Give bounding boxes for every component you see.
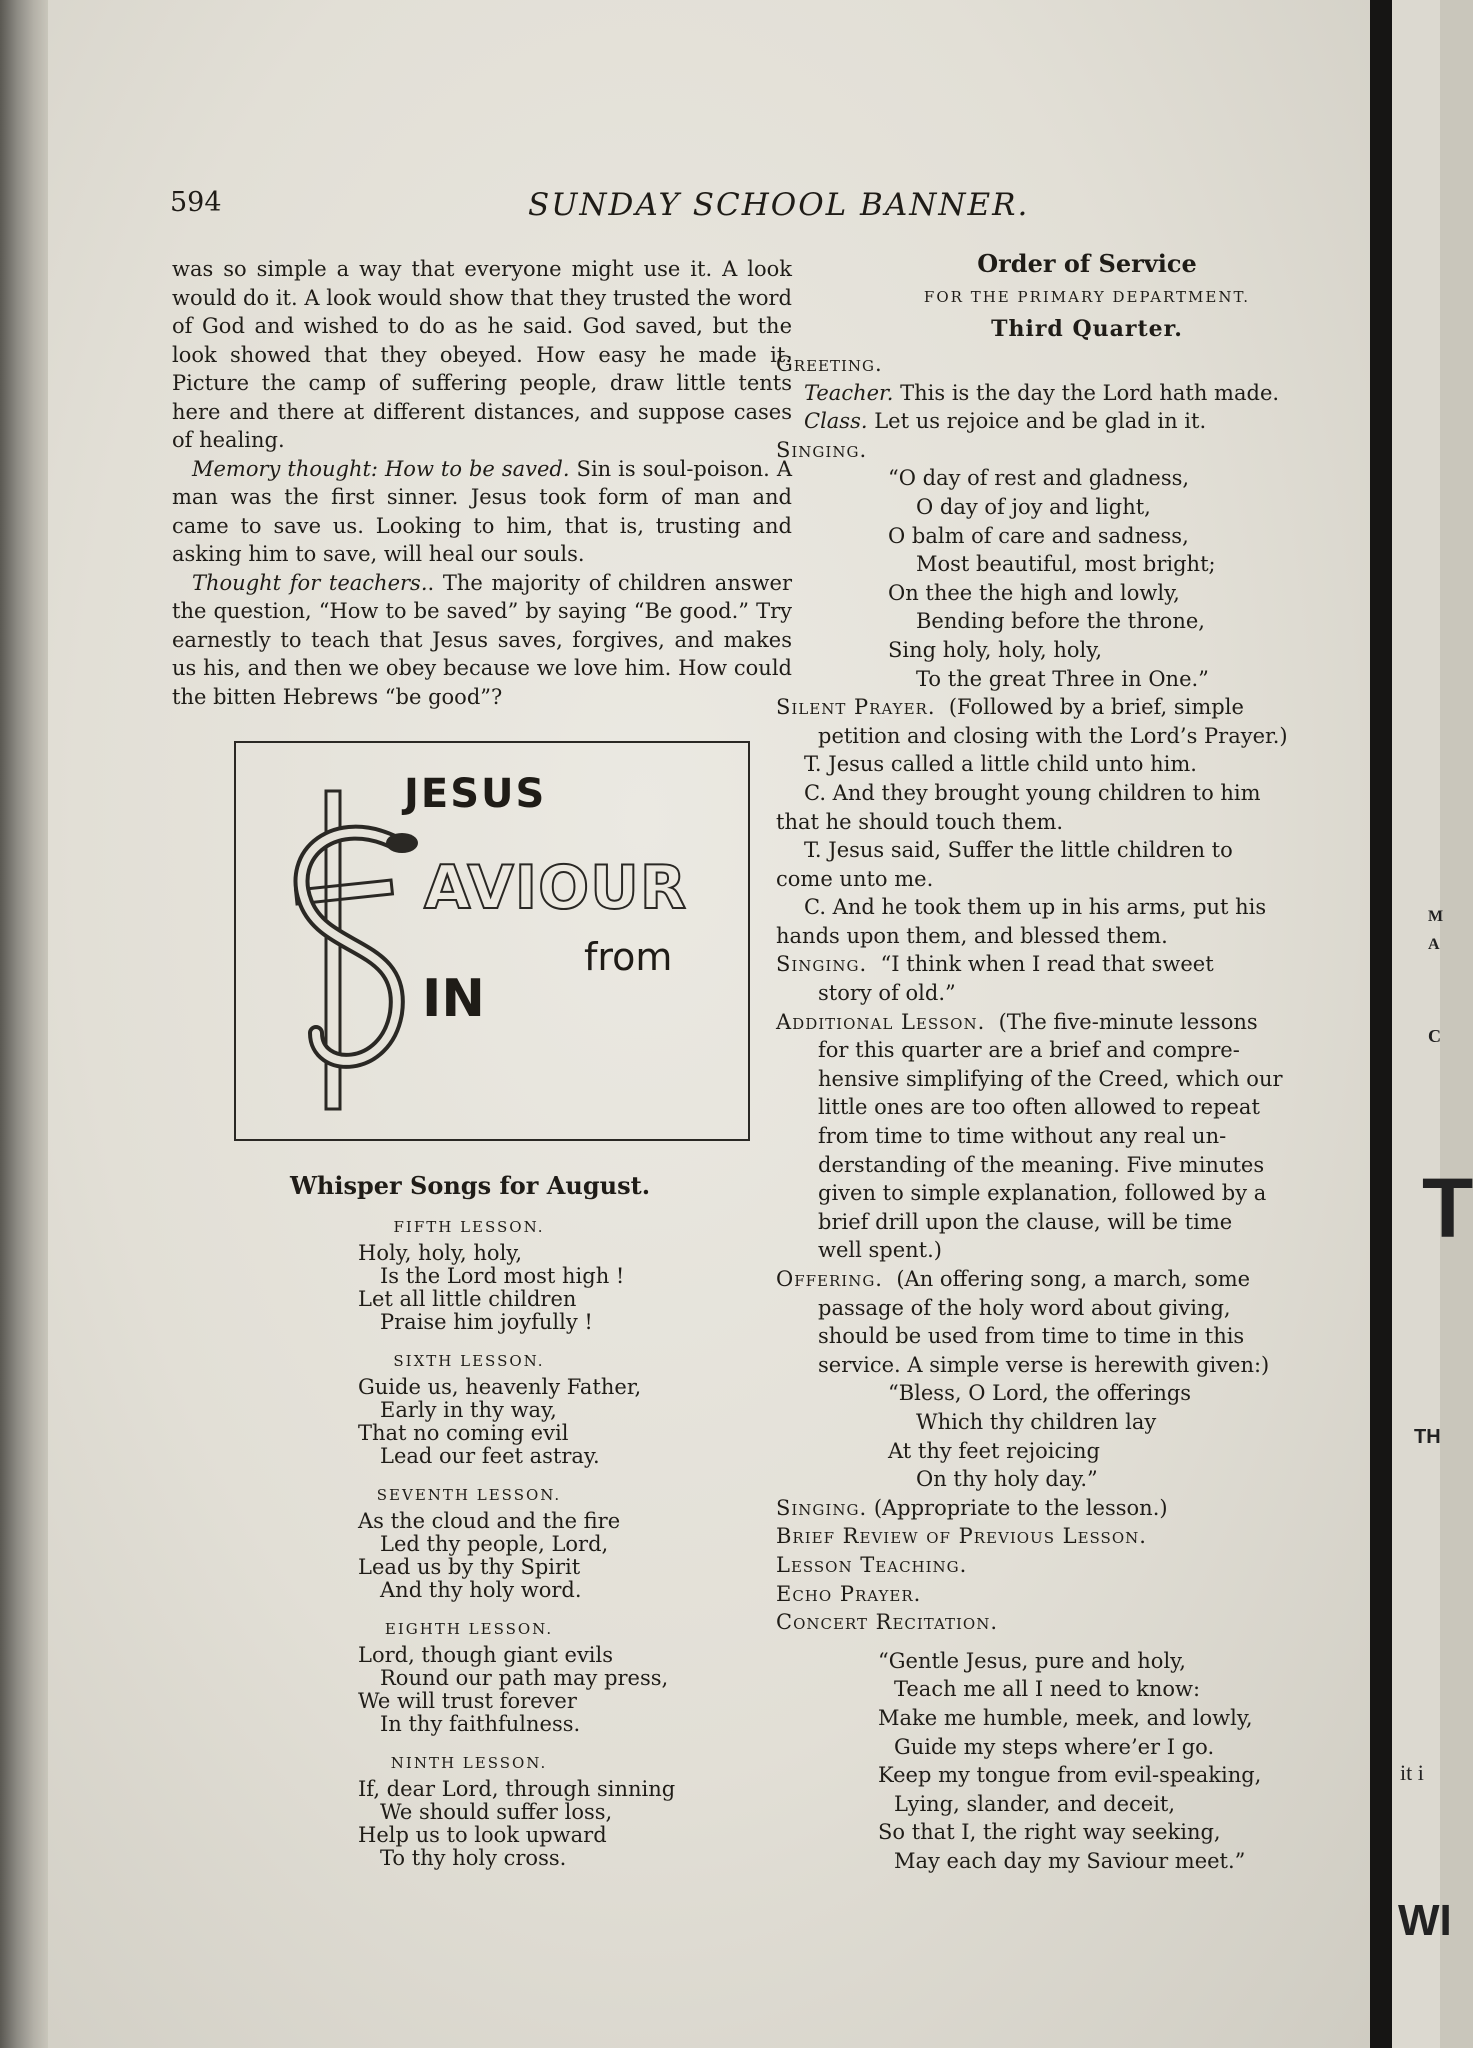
hymn-day-of-rest (776, 464, 1398, 693)
offering-text: (An offering song, a march, some (896, 1267, 1251, 1291)
lesson-heading: EIGHTH LESSON. (384, 1620, 554, 1638)
quarter-heading: Third Quarter. (991, 316, 1183, 342)
singing-3-line (776, 1494, 1398, 1523)
class-line (776, 407, 1398, 436)
response-line: come unto me. (776, 866, 934, 891)
offering-text: should be used from time to time in this (818, 1324, 1245, 1349)
singing-3-label: Singing. (776, 1495, 868, 1520)
offering-section (776, 1265, 1398, 1379)
hymn-line: On thee the high and lowly, (888, 580, 1180, 605)
additional-lesson-text: brief drill upon the clause, will be time (818, 1209, 1233, 1234)
left-column (172, 255, 792, 1870)
response-line: C. And they brought young children to him (804, 780, 1261, 805)
hymn-line: Sing holy, holy, holy, (888, 637, 1102, 662)
paragraph-memory-thought (172, 455, 792, 569)
hymn-line: O balm of care and sadness, (888, 523, 1189, 548)
verse-line: Lead our feet astray. (380, 1444, 600, 1468)
response-line: that he should touch them. (776, 809, 1064, 834)
verse-line: Early in thy way, (380, 1398, 557, 1422)
responsive-reading (776, 750, 1398, 950)
next-page-fragment: T (1422, 1161, 1473, 1255)
hymn-line: Lying, slander, and deceit, (894, 1791, 1176, 1816)
next-page-fragment: C (1428, 1026, 1441, 1046)
additional-lesson-line (776, 1008, 1398, 1037)
hymn-line: Bending before the throne, (916, 609, 1205, 634)
lesson-heading: SEVENTH LESSON. (376, 1486, 562, 1504)
additional-lesson-text: little ones are too often allowed to repeat (818, 1095, 1260, 1120)
offering-line (776, 1265, 1398, 1294)
verse-line: Guide us, heavenly Father, (358, 1375, 642, 1399)
verse-line: Lord, though giant evils (358, 1643, 614, 1667)
singing-2-text-1: “I think when I read that sweet (880, 952, 1214, 977)
additional-lesson-text: well spent.) (818, 1238, 942, 1263)
verse-line: If, dear Lord, through sinning (358, 1777, 676, 1801)
class-text: Let us rejoice and be glad in it. (867, 409, 1207, 434)
right-column (776, 249, 1398, 1875)
whisper-songs (172, 1218, 792, 1870)
lesson-teaching-label: Lesson Teaching. (776, 1552, 968, 1577)
offering-verse (776, 1379, 1398, 1493)
order-of-service-title: Order of Service (977, 249, 1197, 278)
hymn-line: Teach me all I need to know: (894, 1677, 1201, 1702)
verse-line: Round our path may press, (380, 1666, 669, 1690)
next-page-edge (1392, 0, 1473, 2048)
paragraph-simple-way: was so simple a way that everyone might use it. A look would do it. A look would show that they trusted the word of God and wished to do as he said. God saved, but the look showed that they obeyed. How easy he made it. Picture the camp of suffering people, draw little tents here and there at different distances, and suppose cases of healing. (172, 257, 792, 452)
verse-line: As the cloud and the fire (358, 1509, 621, 1533)
response-line: C. And he took them up in his arms, put his (804, 895, 1267, 920)
singing-2-text-2: story of old.” (818, 981, 956, 1006)
page-gutter (1370, 0, 1392, 2048)
offering-verse-line: “Bless, O Lord, the offerings (888, 1381, 1192, 1406)
lesson-heading: NINTH LESSON. (390, 1754, 548, 1772)
memory-thought-label: Memory thought: How to be saved. (192, 456, 570, 481)
hymn-line: So that I, the right way seeking, (878, 1820, 1221, 1845)
banner-aviour-text: AVIOUR (424, 853, 688, 923)
concert-recitation-label: Concert Recitation. (776, 1610, 999, 1635)
additional-lesson-text: from time to time without any real un- (818, 1124, 1227, 1149)
additional-lesson-text: (The five-minute lessons (998, 1009, 1258, 1034)
verse-line: Led thy people, Lord, (380, 1532, 609, 1556)
additional-lesson-label: Additional Lesson. (776, 1009, 986, 1034)
echo-prayer-label: Echo Prayer. (776, 1581, 922, 1606)
running-title: SUNDAY SCHOOL BANNER. (528, 187, 1030, 223)
banner-in-text: IN (422, 969, 485, 1029)
teacher-text: This is the day the Lord hath made. (893, 380, 1280, 405)
memory-thought-text: Sin is soul-poison. A man was the first sinner. Jesus took form of man and came to save us. Looking to him, that is, trusting and asking him to save, will heal our souls. (172, 456, 792, 566)
next-page-fragment: M (1428, 908, 1444, 925)
offering-text: passage of the holy word about giving, (818, 1295, 1231, 1320)
additional-lesson-text: for this quarter are a brief and compre- (818, 1038, 1240, 1063)
hymn-line: “Gentle Jesus, pure and holy, (878, 1648, 1186, 1673)
additional-lesson-text: given to simple explanation, followed by a (818, 1181, 1267, 1206)
offering-verse-line: At thy feet rejoicing (888, 1438, 1100, 1463)
verse-line: Let all little children (358, 1287, 577, 1311)
additional-lesson-text: derstanding of the meaning. Five minutes (818, 1152, 1265, 1177)
page (48, 0, 1370, 2048)
hymn-line: May each day my Saviour meet.” (894, 1848, 1246, 1873)
silent-prayer-label: Silent Prayer. (776, 695, 936, 720)
hymn-gentle-jesus (776, 1647, 1398, 1876)
hymn-line: “O day of rest and gladness, (888, 466, 1190, 491)
verse-line: We should suffer loss, (380, 1800, 613, 1824)
hymn-line: Most beautiful, most bright; (916, 552, 1216, 577)
hymn-line: Keep my tongue from evil-speaking, (878, 1763, 1262, 1788)
teacher-label: Teacher. (804, 380, 894, 405)
next-page-fragment: it i (1400, 1760, 1424, 1785)
next-page-fragment: TH (1414, 1426, 1441, 1448)
verse-line: Is the Lord most high ! (380, 1264, 625, 1288)
singing-label: Singing. (776, 437, 868, 462)
offering-verse-line: Which thy children lay (916, 1409, 1157, 1434)
banner-jesus-text: JESUS (404, 771, 547, 817)
silent-prayer-line (776, 693, 1398, 722)
verse-line: In thy faithfulness. (380, 1712, 581, 1736)
hymn-line: To the great Three in One.” (916, 666, 1209, 691)
verse-line: Lead us by thy Spirit (358, 1555, 581, 1579)
next-page-fragment: A (1428, 936, 1440, 953)
next-page-fragment: WI (1398, 1896, 1452, 1945)
silent-prayer-text-1: (Followed by a brief, simple (948, 695, 1244, 720)
greeting-label: Greeting. (776, 352, 883, 376)
verse-line: And thy holy word. (380, 1578, 582, 1602)
verse-line: To thy holy cross. (380, 1846, 567, 1870)
additional-lesson-text: hensive simplifying of the Creed, which our (818, 1066, 1283, 1091)
whisper-songs-title: Whisper Songs for August. (289, 1171, 651, 1200)
singing-2-label: Singing. (776, 952, 868, 977)
teachers-text: . The majority of children answer the question, “How to be saved” by saying “Be good.” Try earnestly to teach that Jesus saves, forgives, and makes us his, and then we obey because we love him. How could the bitten Hebrews “be good”? (172, 570, 792, 709)
page-header (48, 187, 1370, 227)
serpent-cross-icon (276, 773, 466, 1113)
singing-2-line (776, 950, 1398, 979)
offering-verse-line: On thy holy day.” (916, 1467, 1098, 1492)
singing-3-text: (Appropriate to the lesson.) (867, 1495, 1168, 1520)
jesus-saviour-illustration (234, 741, 750, 1141)
additional-lesson (776, 1008, 1398, 1265)
lesson-heading: FIFTH LESSON. (393, 1218, 545, 1236)
verse-line: That no coming evil (358, 1421, 569, 1445)
banner-from-text: from (584, 935, 673, 979)
hymn-line: O day of joy and light, (916, 494, 1151, 519)
response-line: T. Jesus said, Suffer the little children to (804, 838, 1233, 863)
verse-line: Help us to look upward (358, 1823, 607, 1847)
teachers-label: Thought for teachers. (192, 570, 428, 595)
verse-line: Holy, holy, holy, (358, 1241, 523, 1265)
teacher-line (776, 379, 1398, 408)
verse-line: We will trust forever (358, 1689, 577, 1713)
page-number: 594 (170, 187, 222, 218)
offering-label: Offering. (776, 1267, 883, 1291)
lesson-heading: SIXTH LESSON. (393, 1352, 545, 1370)
hymn-line: Make me humble, meek, and lowly, (878, 1705, 1253, 1730)
verse-line: Praise him joyfully ! (380, 1310, 593, 1334)
class-label: Class. (804, 409, 868, 434)
hymn-line: Guide my steps where’er I go. (894, 1734, 1215, 1759)
brief-review-label: Brief Review of Previous Lesson. (776, 1524, 1147, 1549)
paragraph-thought-for-teachers (172, 569, 792, 712)
response-line: hands upon them, and blessed them. (776, 923, 1168, 948)
response-line: T. Jesus called a little child unto him. (804, 752, 1197, 777)
silent-prayer-text-2: petition and closing with the Lord’s Prayer.) (818, 723, 1288, 748)
order-subtitle: FOR THE PRIMARY DEPARTMENT. (923, 288, 1251, 306)
book-binding (0, 0, 48, 2048)
offering-text: service. A simple verse is herewith given:) (818, 1352, 1270, 1377)
